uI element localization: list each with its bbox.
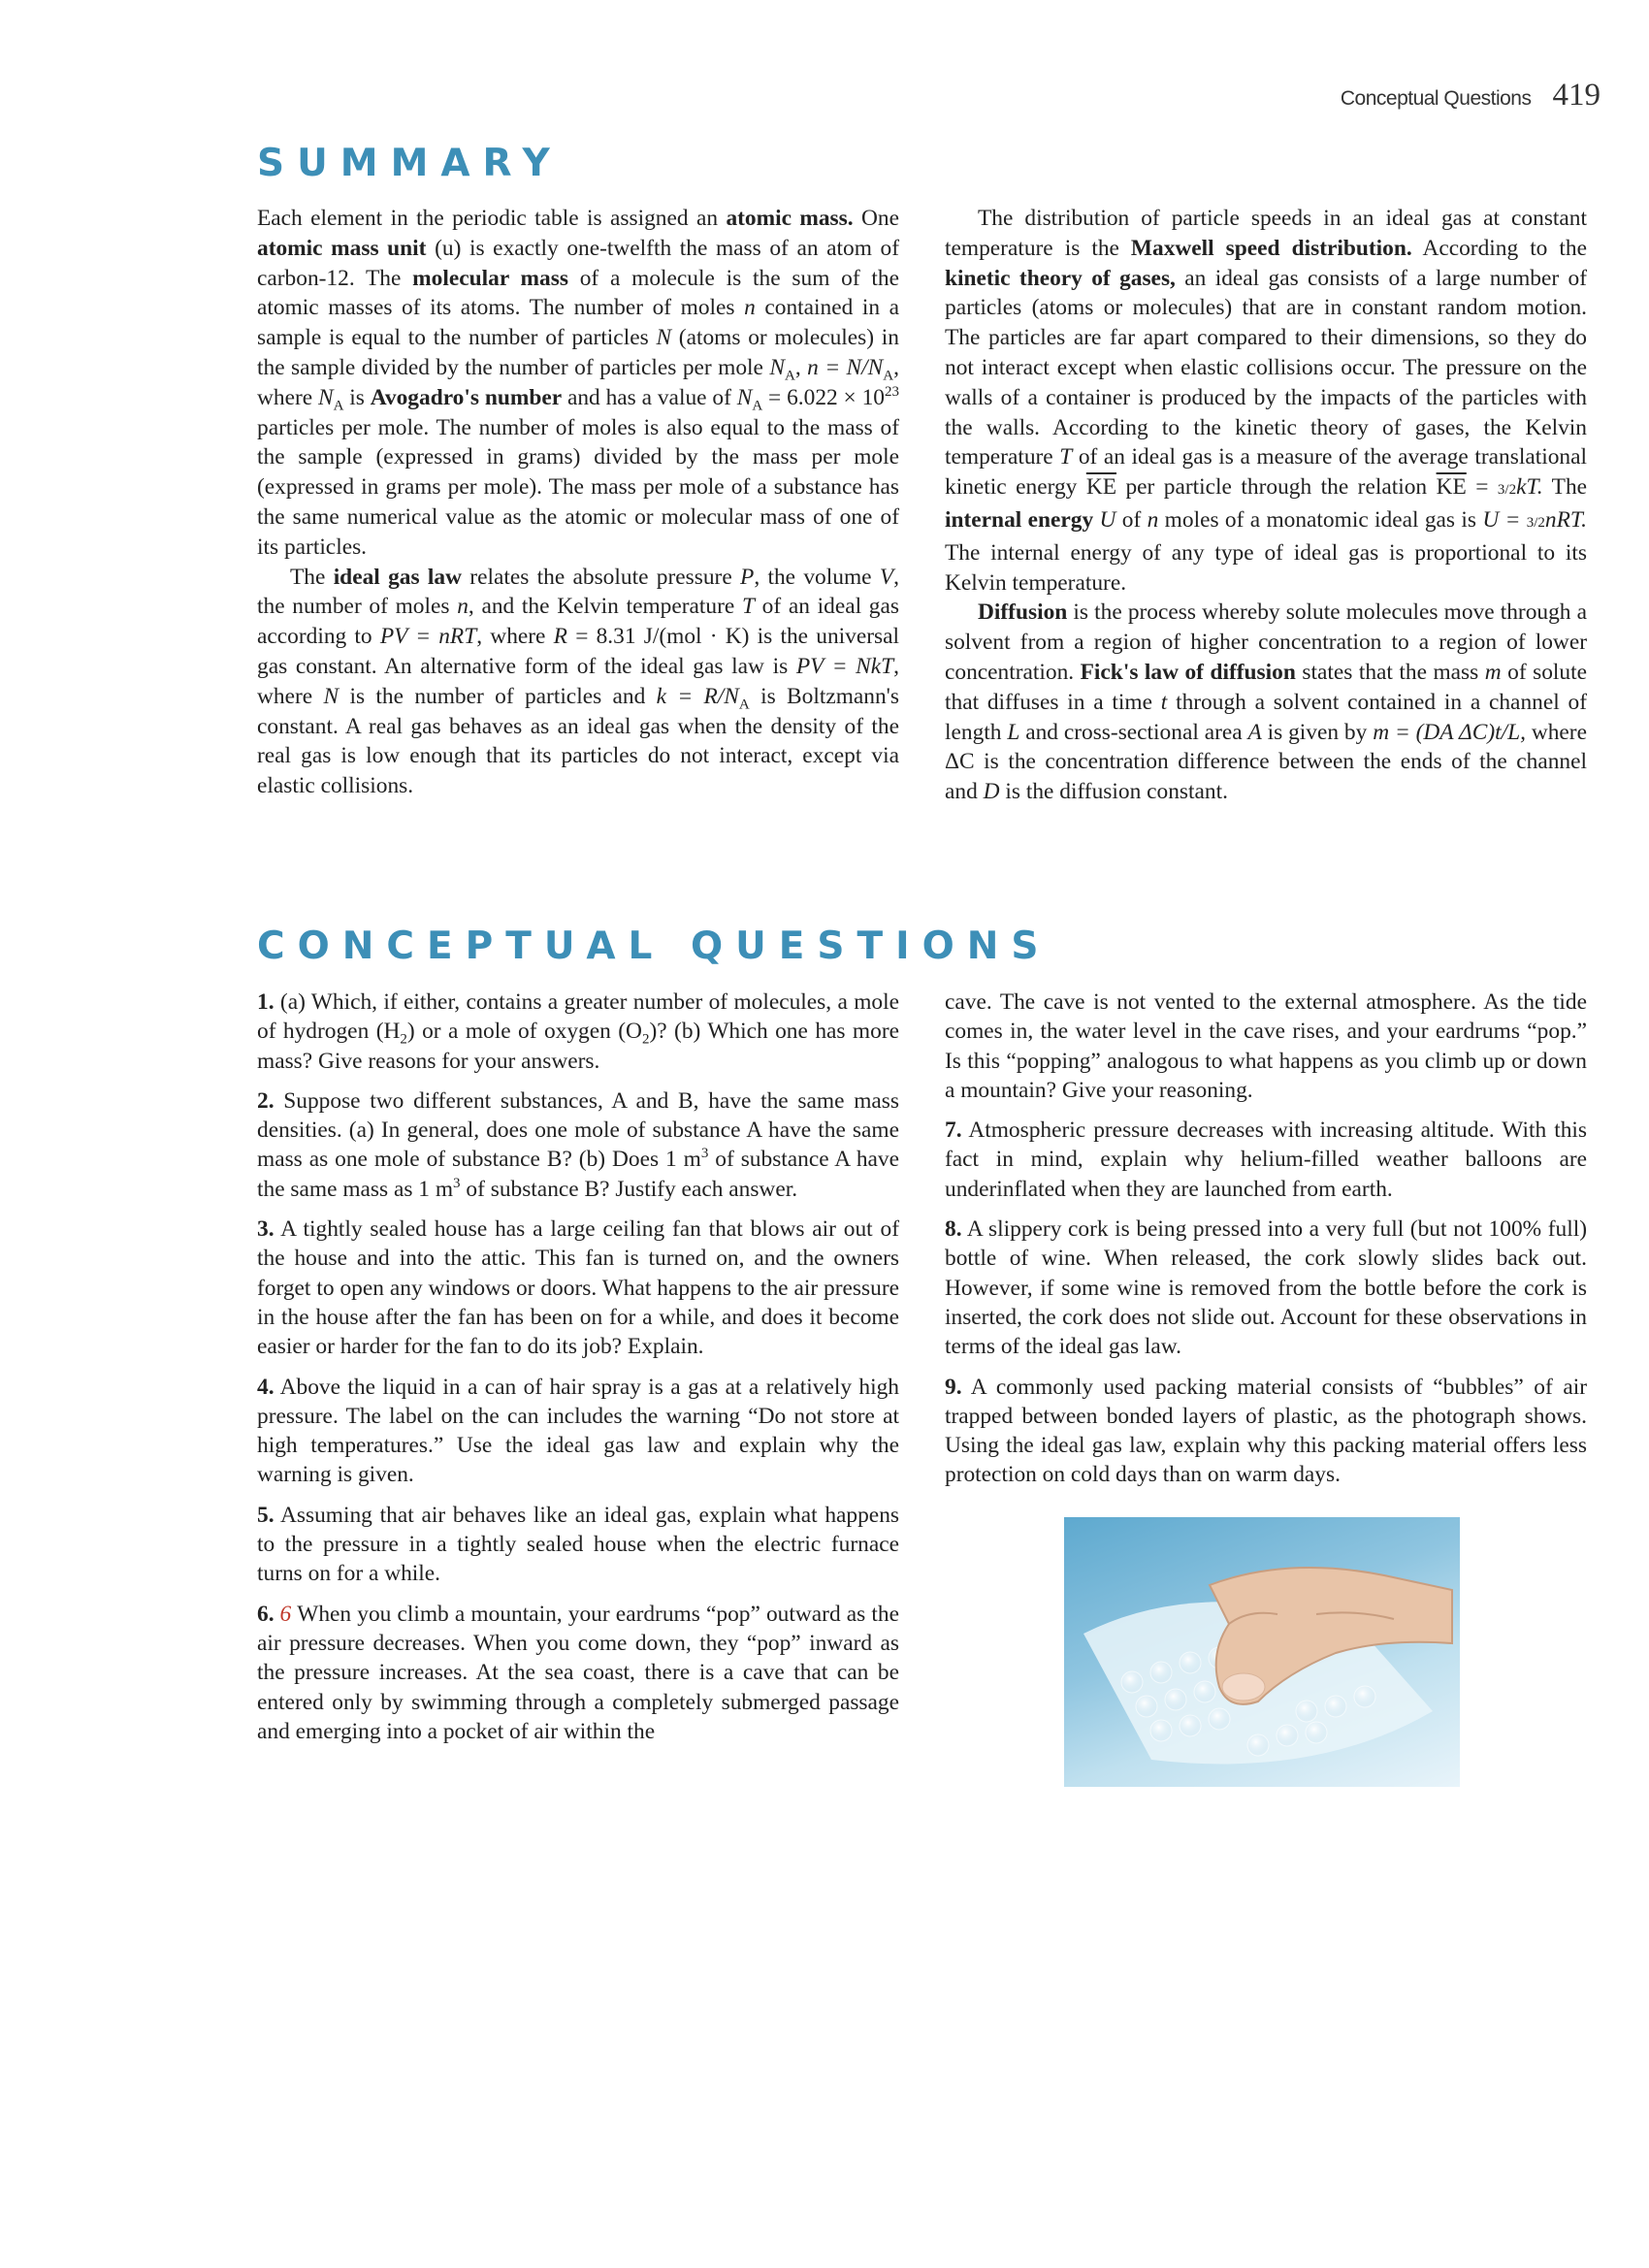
- summary-right-column: [945, 204, 1587, 807]
- question-6-continued: cave. The cave is not vented to the external atmosphere. As the tide comes in, the water level in the cave rises, and your eardrums “pop.” Is this “popping” analogous to what happens as you climb up or down a mountain? Give your reasoning.: [945, 989, 1587, 1103]
- running-header: [1116, 78, 1600, 116]
- summary-paragraph-diffusion: Diffusion is the process whereby solute molecules move through a solvent from a region of higher concentration to a region of lower concentration. Fick's law of diffusion states that the mass m of solute that diffuses in a time t through a solvent contained in a channel of length L and cross-sectional area A is given by m = (DA ΔC)t/L, where ΔC is the concentration difference between the ends of the channel and D is the diffusion constant.: [945, 599, 1587, 805]
- question-1: 1. (a) Which, if either, contains a greater number of molecules, a mole of hydrogen $(H_2)$ or a mole of oxygen $(O_2)$? (b) Which one has more mass? Give reasons for your answers.: [257, 989, 899, 1074]
- question-4: 4. Above the liquid in a can of hair spray is a gas at a relatively high pressure. The label on the can includes the warning “Do not store at high temperatures.” Use the ideal gas law and explain why the warning is given.: [257, 1374, 899, 1488]
- question-5: 5. Assuming that air behaves like an ideal gas, explain what happens to the pressure in a tightly sealed house when the electric furnace turns on for a while.: [257, 1502, 899, 1587]
- summary-paragraph-atomic-mass: Each element in the periodic table is assigned an atomic mass. One atomic mass unit (u) is exactly one-twelfth the mass of an atom of carbon-12. The molecular mass of a molecule is the sum of the atomic masses of its atoms. The number of moles n contained in a sample is equal to the number of particles N (atoms or molecules) in the sample divided by the number of particles per mole $N_A$, $n = N/N_A$, where $N_A$ is Avogadro's number and has a value of $N_A = 6.022 \times 10^{23}$ particles per mole. The number of moles is also equal to the mass of the sample (expressed in grams) divided by the mass per mole (expressed in grams per mole). The mass per mole of a substance has the same numerical value as the atomic or molecular mass of one of its particles.: [257, 206, 900, 560]
- running-header-section: Conceptual Questions: [1340, 87, 1532, 110]
- question-8: 8. A slippery cork is being pressed into a very full (but not 100% full) bottle of wine. When released, the cork slowly slides back out. However, if some wine is removed from the bottle before the cork is inserted, the cork does not slide out. Account for these observations in terms of the ideal gas law.: [945, 1216, 1587, 1360]
- question-2: 2. Suppose two different substances, A and B, have the same mass densities. (a) In general, does one mole of substance A have the same mass as one mole of substance B? (b) Does 1 $m^3$ of substance A have the same mass as 1 $m^3$ of substance B? Justify each answer.: [257, 1087, 899, 1202]
- summary-left-column: [257, 204, 899, 801]
- handwritten-annotation: 6: [279, 1601, 292, 1627]
- summary-heading: SUMMARY: [257, 142, 563, 185]
- bubble-wrap-illustration: [1064, 1517, 1460, 1787]
- page-number: 419: [1552, 78, 1600, 113]
- question-9: 9. A commonly used packing material consists of “bubbles” of air trapped between bonded layers of plastic, as the photograph shows. Using the ideal gas law, explain why this packing material offers less protection on cold days than on warm days.: [945, 1374, 1587, 1488]
- question-6: 6. 6 When you climb a mountain, your eardrums “pop” outward as the air pressure decreases. When you come down, they “pop” inward as the pressure increases. At the sea coast, there is a cave that can be entered only by swimming through a completely submerged passage and emerging into a pocket of air within the: [257, 1601, 899, 1744]
- question-7: 7. Atmospheric pressure decreases with increasing altitude. With this fact in mind, explain why helium-filled weather balloons are underinflated when they are launched from earth.: [945, 1118, 1587, 1202]
- questions-right-column: [945, 988, 1587, 1490]
- summary-paragraph-kinetic-theory: The distribution of particle speeds in an ideal gas at constant temperature is the Maxwell speed distribution. According to the kinetic theory of gases, an ideal gas consists of a large number of particles (atoms or molecules) that are in constant random motion. The particles are far apart compared to their dimensions, so they do not interact except when elastic collisions occur. The pressure on the walls of a container is produced by the impacts of the particles with the walls. According to the kinetic theory of gases, the Kelvin temperature T of an ideal gas is a measure of the average translational kinetic energy $\overline{KE}$ per particle through the relation $\overline{KE} = 3/2kT$. The internal energy U of n moles of a monatomic ideal gas is U = 3/2nRT. The internal energy of any type of ideal gas is proportional to its Kelvin temperature.: [945, 206, 1588, 596]
- summary-paragraph-ideal-gas-law: The ideal gas law relates the absolute pressure P, the volume V, the number of moles n, and the Kelvin temperature T of an ideal gas according to PV = nRT, where R = 8.31 J/(mol · K) is the universal gas constant. An alternative form of the ideal gas law is PV = NkT, where N is the number of particles and $k = R/N_A$ is Boltzmann's constant. A real gas behaves as an ideal gas when the density of the real gas is low enough that its particles do not interact, except via elastic collisions.: [257, 564, 900, 799]
- question-3: 3. A tightly sealed house has a large ceiling fan that blows air out of the house and into the attic. This fan is turned on, and the owners forget to open any windows or doors. What happens to the air pressure in the house after the fan has been on for a while, and does it become easier or harder for the fan to do its job? Explain.: [257, 1216, 899, 1360]
- bubble-wrap-photo: [1064, 1517, 1460, 1787]
- conceptual-questions-heading: CONCEPTUAL QUESTIONS: [257, 924, 1051, 968]
- questions-left-column: [257, 988, 899, 1746]
